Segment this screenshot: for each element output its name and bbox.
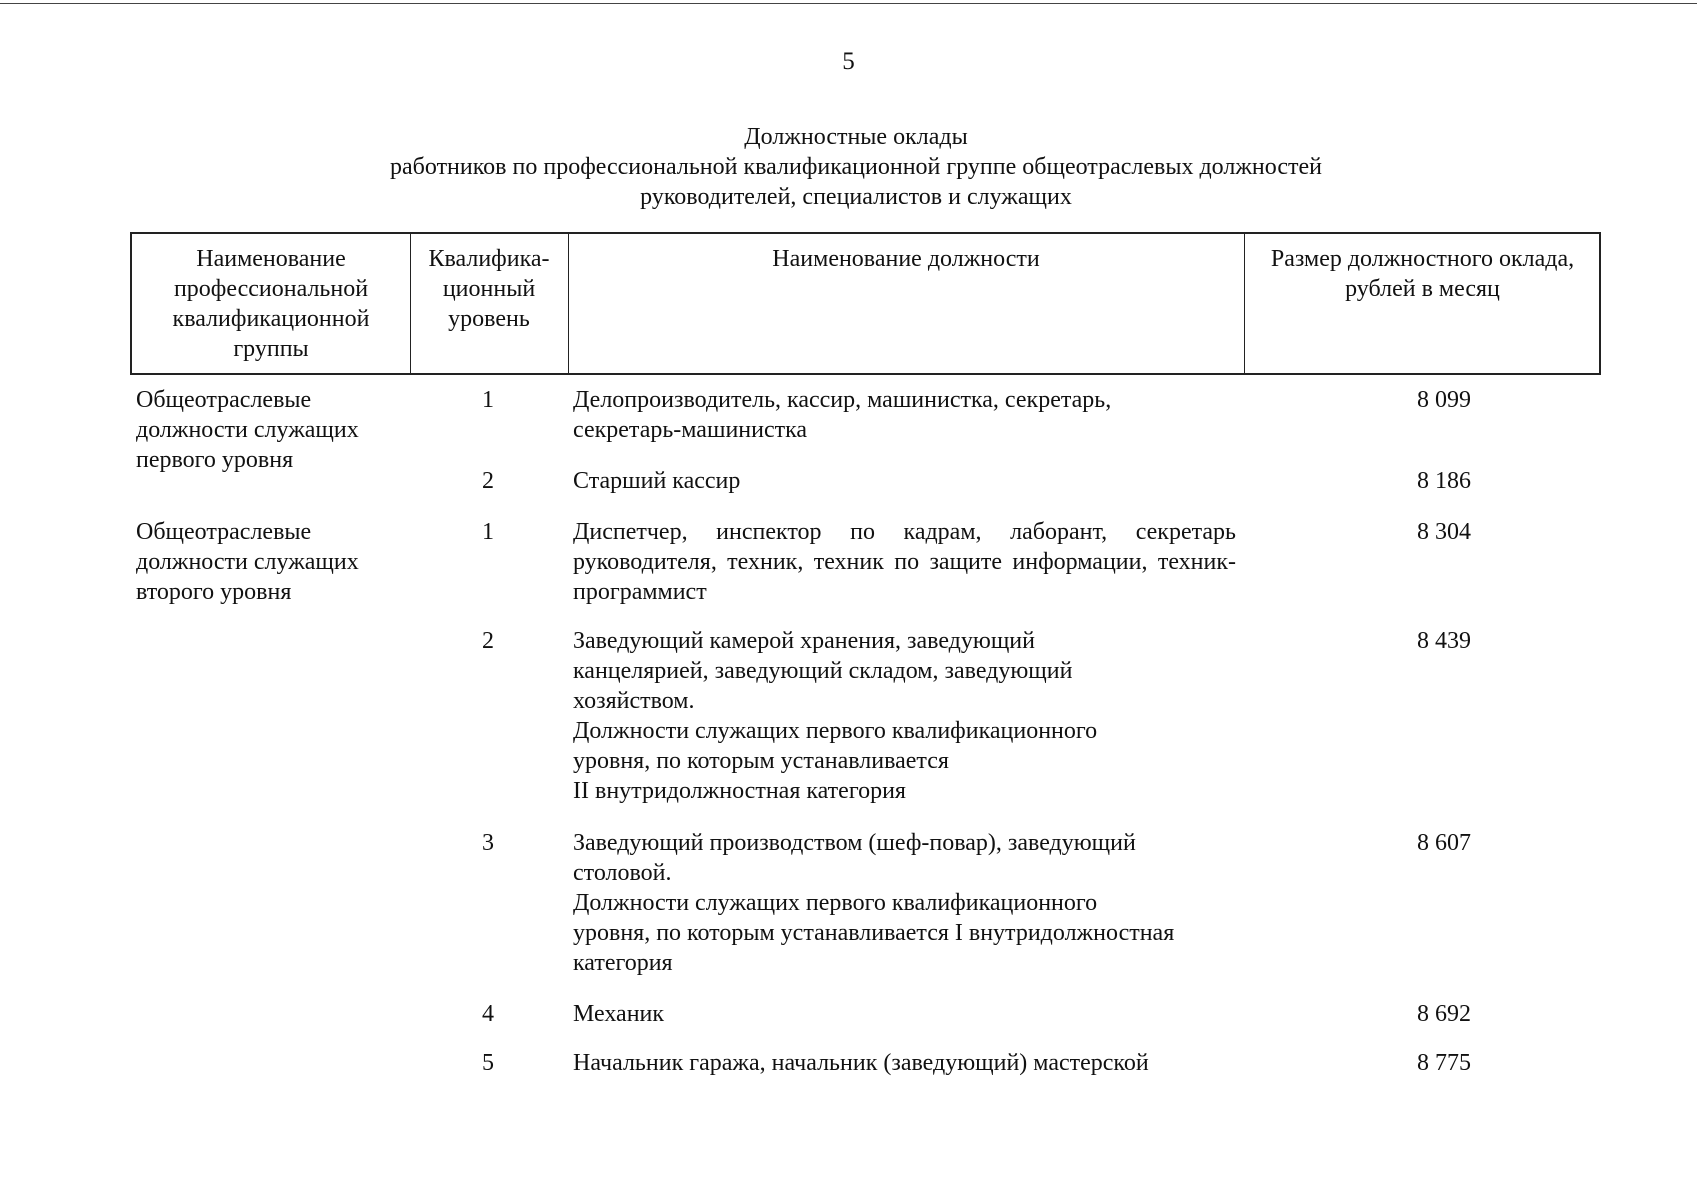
position-name: Механик [573,1001,665,1027]
salary-value: 8 607 [1417,830,1471,856]
header-position-name: Наименование должности [772,246,1040,272]
salary-value: 8 304 [1417,519,1471,545]
top-border-line [0,3,1697,4]
qualification-level: 2 [482,468,494,494]
qualification-level: 3 [482,830,494,856]
qualification-level: 4 [482,1001,494,1027]
title-line-2: работников по профессиональной квалификационной группе общеотраслевых должностей [390,154,1322,180]
position-name: Начальник гаража, начальник (заведующий) мастерской [573,1050,1149,1076]
title-line-3: руководителей, специалистов и служащих [640,184,1072,210]
position-name: Диспетчер, инспектор по кадрам, лаборант, секретарь руководителя, техник, техник по защите информации, техник-программист [573,519,1236,605]
qualification-level: 2 [482,628,494,654]
header-group-name: Наименование профессиональной квалификационной группы [172,246,370,362]
qualification-level: 1 [482,519,494,545]
position-name: Заведующий производством (шеф-повар), заведующий столовой. Должности служащих первого квалификационного уровня, по которым устанавливается I внутридолжностная категория [573,830,1175,976]
salary-value: 8 439 [1417,628,1471,654]
title-line-1: Должностные оклады [744,124,968,150]
page-number: 5 [842,48,855,75]
document-title [0,122,1697,212]
position-name: Заведующий камерой хранения, заведующий канцелярией, заведующий складом, заведующий хозяйством. Должности служащих первого квалификационного уровня, по которым устанавливается II внутридолжностная категория [573,628,1098,804]
header-qualification-level: Квалифика- ционный уровень [428,246,550,332]
header-salary: Размер должностного оклада, рублей в месяц [1270,246,1575,302]
qualification-level: 1 [482,387,494,413]
group-name-second-level: Общеотраслевые должности служащих второго уровня [136,519,359,605]
position-name: Делопроизводитель, кассир, машинистка, секретарь, секретарь-машинистка [573,387,1112,443]
qualification-level: 5 [482,1050,494,1076]
salary-value: 8 775 [1417,1050,1471,1076]
salary-value: 8 692 [1417,1001,1471,1027]
salary-value: 8 186 [1417,468,1471,494]
salary-value: 8 099 [1417,387,1471,413]
position-name: Старший кассир [573,468,741,494]
group-name-first-level: Общеотраслевые должности служащих первого уровня [136,387,359,473]
table-header [130,232,1601,375]
